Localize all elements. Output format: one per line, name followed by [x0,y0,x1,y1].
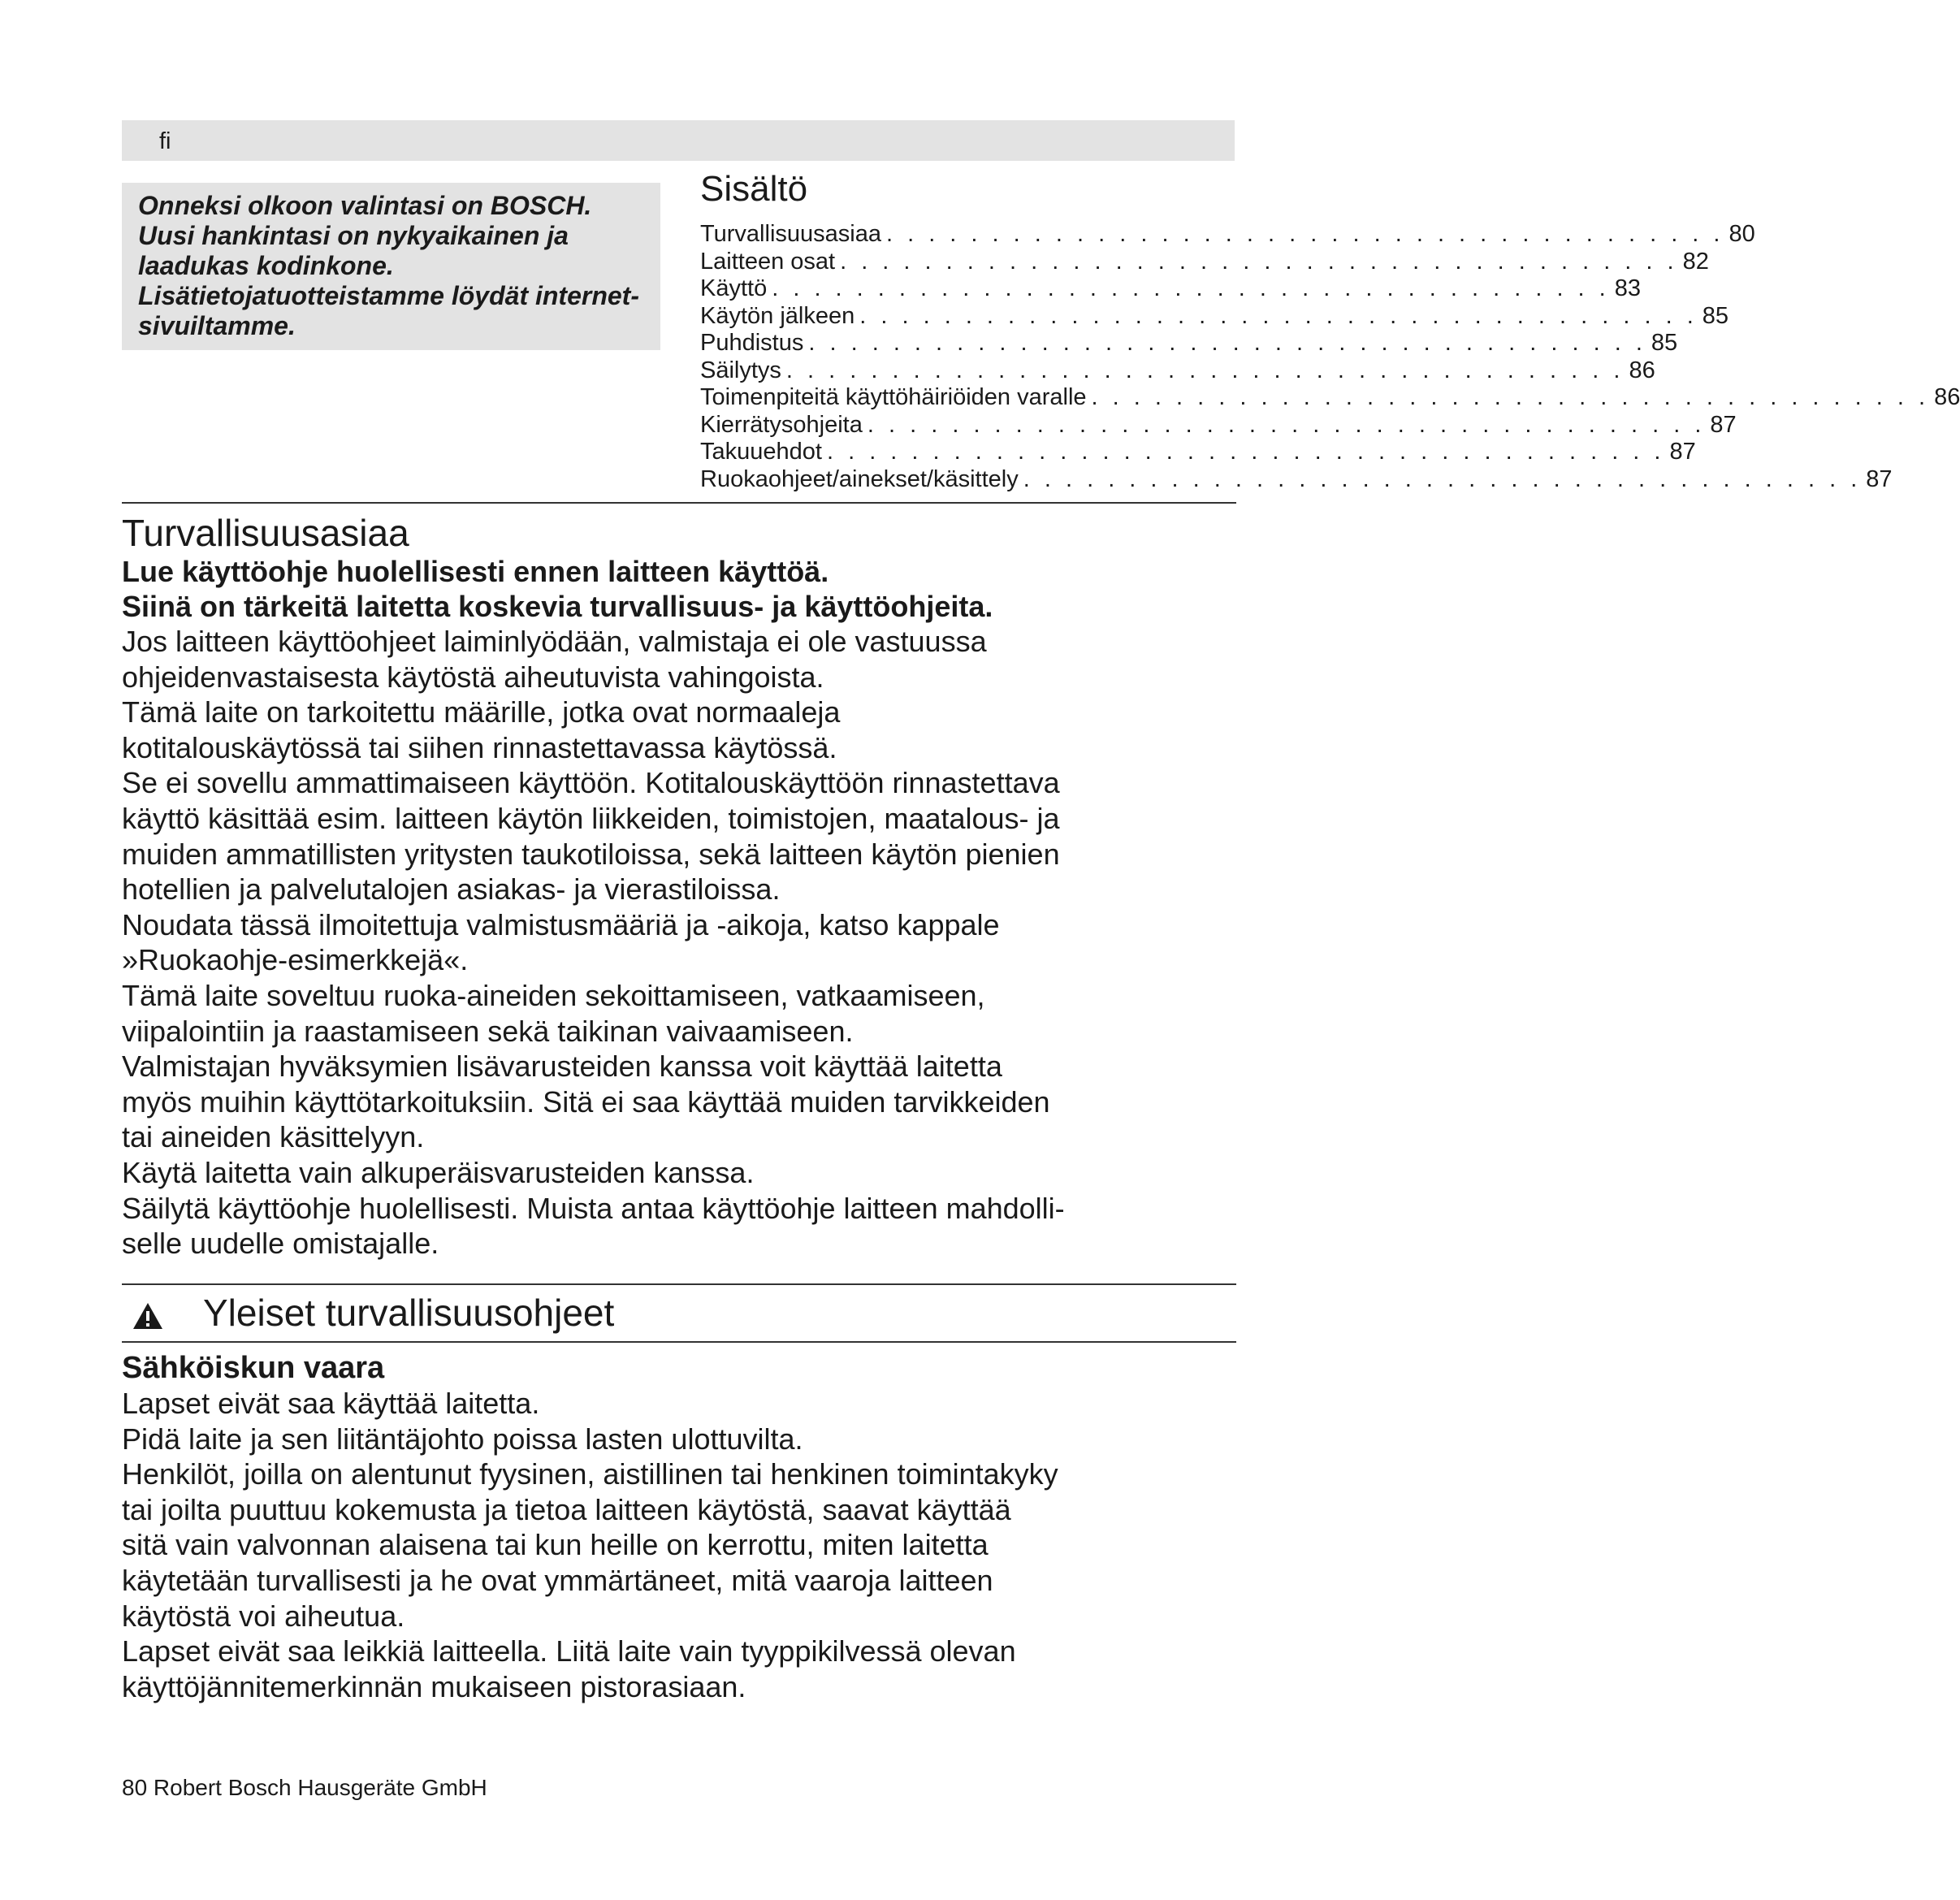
toc-leader: . . . . . . . . . . . . . . . . . . . . . . . . . . . . . . . . . . . . . . . . [1091,384,1930,410]
toc-leader: . . . . . . . . . . . . . . . . . . . . . . . . . . . . . . . . . . . . . . . . [885,221,1724,247]
body-line: hotellien ja palvelutalojen asiakas- ja vierastiloissa. [122,872,781,907]
toc-entry-page: 87 [1669,439,1696,465]
toc-entry-page: 85 [1651,330,1678,356]
body-line: tai joilta puuttuu kokemusta ja tietoa laitteen käytöstä, saavat käyttää [122,1492,1011,1526]
language-code: fi [159,128,171,154]
toc-entry-page: 86 [1934,384,1960,410]
body-line: Lapset eivät saa leikkiä laitteella. Liitä laite vain tyyppikilvessä olevan [122,1634,1016,1668]
toc-entry[interactable] [700,465,1893,494]
safety-section [122,512,1239,1262]
toc-entry-title: Ruokaohjeet/ainekset/käsittely [700,465,1019,492]
body-line: Se ei sovellu ammattimaiseen käyttöön. Kotitalouskäyttöön rinnastettava [122,766,1060,800]
warning-triangle-icon [132,1301,164,1331]
general-safety-header [122,1290,1236,1340]
toc-entry-title: Kierrätysohjeita [700,411,863,438]
body-line: Valmistajan hyväksymien lisävarusteiden kanssa voit käyttää laitetta [122,1050,1002,1084]
intro-line: Uusi hankintasi on nykyaikainen ja [138,221,569,250]
general-safety-heading: Yleiset turvallisuusohjeet [203,1292,615,1334]
body-line: sitä vain valvonnan alaisena tai kun heille on kerrottu, miten laitetta [122,1528,989,1562]
body-line: ohjeidenvastaisesta käytöstä aiheutuvista vahingoista. [122,660,824,694]
toc-entry-title: Toimenpiteitä käyttöhäiriöiden varalle [700,384,1087,410]
toc-title: Sisältö [700,169,808,209]
body-line: Säilytä käyttöohje huolellisesti. Muista antaa käyttöohje laitteen mahdolli- [122,1191,1065,1225]
body-line: käyttö käsittää esim. laitteen käytön liikkeiden, toimistojen, maatalous- ja [122,801,1060,835]
body-line: Noudata tässä ilmoitettuja valmistusmääriä ja -aikoja, katso kappale [122,907,1000,941]
toc-entry-title: Käyttö [700,275,768,301]
toc-entry[interactable] [700,384,1960,412]
body-line: kotitalouskäytössä tai siihen rinnastettavassa käytössä. [122,730,837,764]
toc-entry[interactable] [700,221,1755,249]
toc-entry[interactable] [700,330,1678,357]
toc-leader: . . . . . . . . . . . . . . . . . . . . . . . . . . . . . . . . . . . . . . . . [859,302,1698,329]
toc-leader: . . . . . . . . . . . . . . . . . . . . . . . . . . . . . . . . . . . . . . . . [772,275,1610,301]
toc-entry[interactable] [700,439,1696,466]
body-line: muiden ammatillisten yritysten taukotiloissa, sekä laitteen käytön pienien [122,837,1060,871]
body-line: myös muihin käyttötarkoituksiin. Sitä ei saa käyttää muiden tarvikkeiden [122,1084,1050,1119]
toc-entry-title: Säilytys [700,357,781,383]
intro-line: sivuiltamme. [138,311,296,340]
intro-line: laadukas kodinkone. [138,251,394,280]
toc-leader: . . . . . . . . . . . . . . . . . . . . . . . . . . . . . . . . . . . . . . . . [840,248,1678,275]
toc-entry-title: Turvallisuusasiaa [700,221,881,247]
body-line: Pidä laite ja sen liitäntäjohto poissa lasten ulottuvilta. [122,1422,803,1456]
body-line: Tämä laite on tarkoitettu määrille, jotka ovat normaaleja [122,695,841,729]
table-of-contents [700,169,1960,493]
section-heading: Turvallisuusasiaa [122,512,409,554]
toc-entry[interactable] [700,248,1709,276]
intro-line: Onneksi olkoon valintasi on BOSCH. [138,191,592,220]
toc-entry-page: 87 [1710,411,1737,438]
toc-entry-page: 86 [1629,357,1655,383]
toc-entry[interactable] [700,357,1655,385]
toc-leader: . . . . . . . . . . . . . . . . . . . . . . . . . . . . . . . . . . . . . . . . [785,357,1625,383]
body-line: käyttöjännitemerkinnän mukaiseen pistorasiaan. [122,1669,746,1703]
toc-entry[interactable] [700,275,1641,303]
toc-leader: . . . . . . . . . . . . . . . . . . . . . . . . . . . . . . . . . . . . . . . . [867,411,1706,438]
toc-leader: . . . . . . . . . . . . . . . . . . . . . . . . . . . . . . . . . . . . . . . . [826,439,1665,465]
section-divider [122,1283,1236,1285]
body-line: »Ruokaohje-esimerkkejä«. [122,943,469,977]
toc-leader: . . . . . . . . . . . . . . . . . . . . . . . . . . . . . . . . . . . . . . . . [1023,465,1862,492]
toc-entry-title: Takuuehdot [700,439,822,465]
toc-entry-title: Käytön jälkeen [700,302,855,329]
body-line: Tämä laite soveltuu ruoka-aineiden sekoittamiseen, vatkaamiseen, [122,978,985,1012]
toc-leader: . . . . . . . . . . . . . . . . . . . . . . . . . . . . . . . . . . . . . . . . [808,330,1646,356]
intro-box [122,183,660,350]
electric-shock-section [122,1350,1239,1704]
page-footer: 80 Robert Bosch Hausgeräte GmbH [122,1775,487,1800]
toc-entry-page: 85 [1702,302,1729,329]
body-line: käytöstä voi aiheutua. [122,1599,405,1633]
toc-entry[interactable] [700,411,1737,439]
toc-entry-title: Laitteen osat [700,248,836,275]
toc-entry-page: 82 [1682,248,1709,275]
toc-entry-page: 87 [1866,465,1893,492]
toc-entry-page: 83 [1614,275,1641,301]
language-bar [122,120,1235,161]
body-line: Lapset eivät saa käyttää laitetta. [122,1387,540,1420]
toc-entry-page: 80 [1729,221,1755,247]
body-line: tai aineiden käsittelyyn. [122,1120,425,1154]
section-divider [122,502,1236,504]
body-line: Jos laitteen käyttöohjeet laiminlyödään, valmistaja ei ole vastuussa [122,625,987,658]
toc-entry-title: Puhdistus [700,330,804,356]
body-line: selle uudelle omistajalle. [122,1227,439,1261]
body-line: käytetään turvallisesti ja he ovat ymmärtäneet, mitä vaaroja laitteen [122,1563,993,1597]
subsection-heading: Sähköiskun vaara [122,1351,385,1385]
body-line: Käytä laitetta vain alkuperäisvarusteiden kanssa. [122,1155,755,1189]
section-divider [122,1341,1236,1343]
body-line: Henkilöt, joilla on alentunut fyysinen, aistillinen tai henkinen toimintakyky [122,1457,1058,1491]
body-line: viipalointiin ja raastamiseen sekä taikinan vaivaamiseen. [122,1014,854,1048]
toc-entry[interactable] [700,302,1729,331]
lead-line: Lue käyttöohje huolellisesti ennen laitteen käyttöä. [122,555,829,588]
lead-line: Siinä on tärkeitä laitetta koskevia turvallisuus- ja käyttöohjeita. [122,590,993,623]
intro-line: Lisätietojatuotteistamme löydät internet- [138,281,639,310]
